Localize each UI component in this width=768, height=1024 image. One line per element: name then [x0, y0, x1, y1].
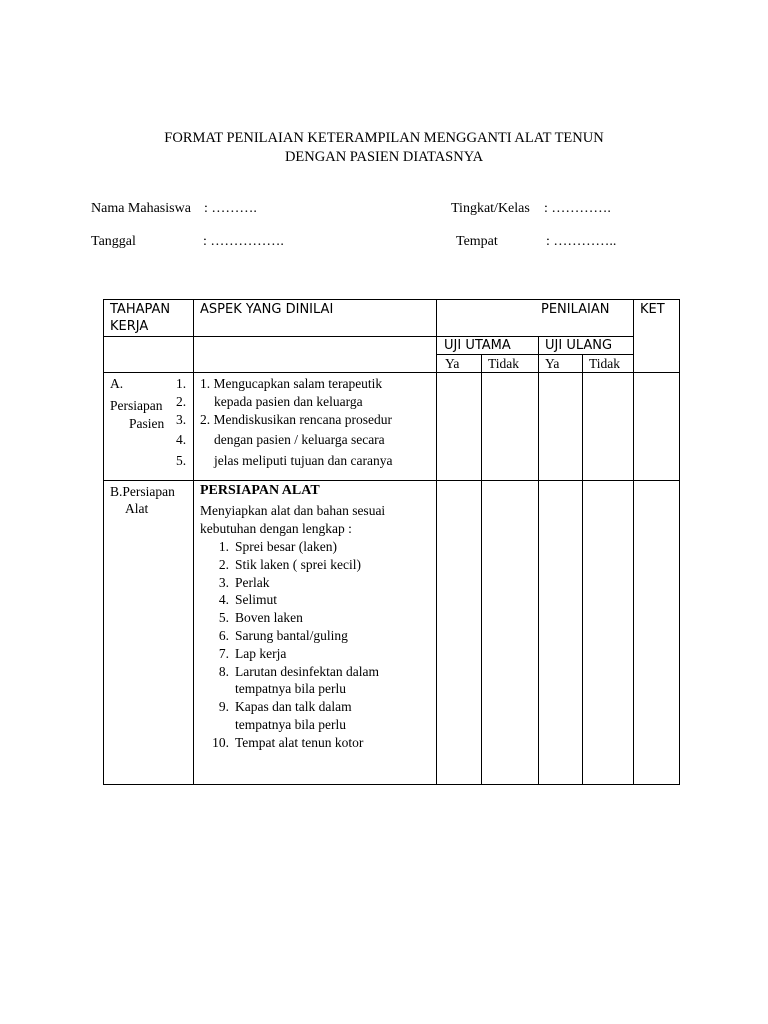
table-col-divider-ya-tidak-1: [481, 354, 482, 785]
row-b-stage-line-1: B.Persiapan: [110, 484, 175, 499]
row-a-aspect-line: kepada pasien dan keluarga: [214, 394, 363, 409]
row-a-side-number: 5.: [176, 453, 187, 468]
header-uji-utama: UJI UTAMA: [444, 338, 511, 353]
header-tahapan-line-1: TAHAPAN: [110, 302, 171, 317]
row-a-aspect-line: 1. Mengucapkan salam terapeutik: [200, 376, 383, 391]
tanggal-label: Tanggal: [91, 234, 136, 249]
row-b-intro-line-1: Menyiapkan alat dan bahan sesuai: [200, 503, 386, 518]
row-a-stage-letter: A.: [110, 376, 124, 391]
list-item: 8. Larutan desinfektan dalam: [218, 663, 379, 679]
tanggal-value: : …………….: [203, 234, 284, 249]
row-a-side-number: 4.: [176, 432, 187, 447]
row-b-heading: PERSIAPAN ALAT: [200, 483, 320, 498]
row-a-aspect-line: 2. Mendiskusikan rencana prosedur: [200, 412, 392, 427]
header-uji-ulang: UJI ULANG: [545, 338, 613, 353]
row-a-side-number: 1.: [176, 376, 187, 391]
header-ya-1: Ya: [445, 356, 460, 371]
list-item: 1. Sprei besar (laken): [218, 539, 337, 554]
row-a-side-number: 2.: [176, 394, 187, 409]
header-tidak-1: Tidak: [488, 356, 520, 371]
header-tidak-2: Tidak: [589, 356, 621, 371]
list-item: 3. Perlak: [218, 574, 270, 590]
row-a-aspect-line: jelas meliputi tujuan dan caranya: [214, 453, 393, 468]
tempat-label: Tempat: [456, 234, 498, 249]
row-b-intro-line-2: kebutuhan dengan lengkap :: [200, 521, 352, 536]
row-a-stage-line-1: Persiapan: [110, 398, 163, 413]
header-aspek: ASPEK YANG DINILAI: [200, 302, 334, 317]
table-col-divider-uji: [538, 336, 539, 785]
document-title-line-2: DENGAN PASIEN DIATASNYA: [284, 149, 484, 165]
tingkat-kelas-value: : ………….: [544, 201, 611, 216]
table-col-divider-ya-tidak-2: [582, 354, 583, 785]
row-b-stage-line-2: Alat: [125, 501, 149, 516]
tingkat-kelas-label: Tingkat/Kelas: [451, 201, 530, 216]
list-item: 7. Lap kerja: [218, 645, 287, 661]
table-row-divider-a-b: [103, 480, 680, 481]
document-title-line-1: FORMAT PENILAIAN KETERAMPILAN MENGGANTI ALAT TENUN: [164, 130, 604, 146]
table-border-bottom: [103, 784, 680, 785]
header-ket: KET: [640, 302, 665, 317]
equipment-list: [207, 538, 379, 752]
row-a-aspect-line: dengan pasien / keluarga secara: [214, 432, 385, 447]
tempat-value: : …………..: [546, 234, 617, 249]
list-item-continuation: tempatnya bila perlu: [235, 716, 346, 732]
list-item: 9. Kapas dan talk dalam: [218, 699, 352, 715]
list-item: 2. Stik laken ( sprei kecil): [218, 556, 361, 572]
nama-mahasiswa-value: : ……….: [204, 201, 257, 216]
header-penilaian: PENILAIAN: [541, 302, 610, 317]
table-border-top: [103, 299, 680, 300]
table-row-divider-header: [103, 336, 634, 337]
table-row-divider-subheader: [436, 354, 634, 355]
nama-mahasiswa-label: Nama Mahasiswa: [91, 201, 191, 216]
table-row-divider-header-end: [103, 372, 680, 373]
list-item: 10. Tempat alat tenun kotor: [212, 734, 364, 750]
row-a-stage-line-2: Pasien: [129, 416, 165, 431]
header-tahapan-line-2: KERJA: [110, 319, 149, 334]
list-item: 5. Boven laken: [218, 610, 303, 626]
list-item: 6. Sarung bantal/guling: [218, 627, 348, 643]
list-item: 4. Selimut: [218, 592, 278, 608]
header-ya-2: Ya: [545, 356, 560, 371]
row-a-side-number: 3.: [176, 412, 187, 427]
list-item-continuation: tempatnya bila perlu: [235, 681, 346, 697]
